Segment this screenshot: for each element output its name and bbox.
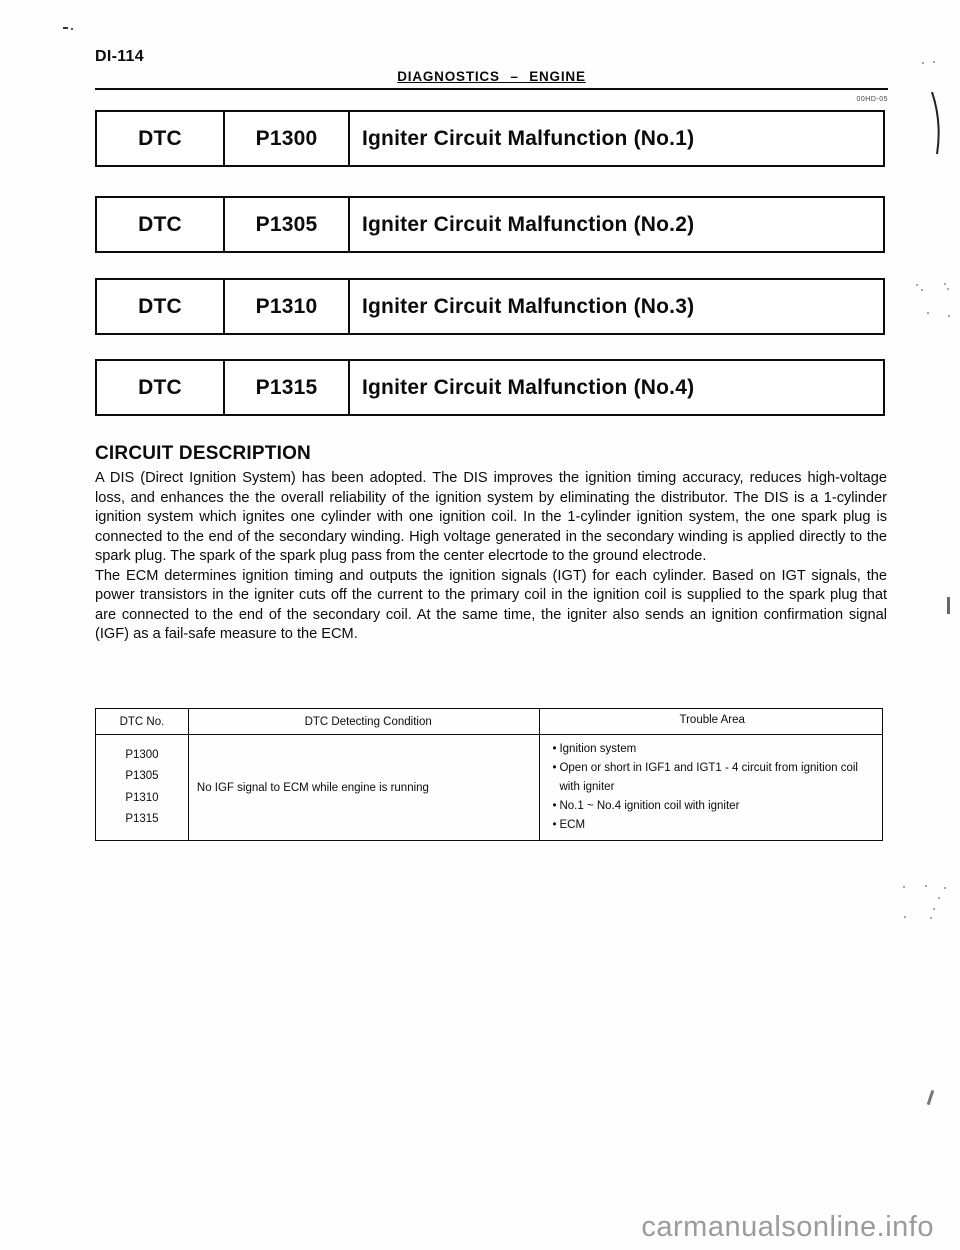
scan-artifact-speck <box>933 908 935 910</box>
watermark: carmanualsonline.info <box>641 1211 934 1243</box>
dtc-title: Igniter Circuit Malfunction (No.1) <box>362 126 695 150</box>
trouble-area-item: • No.1 ~ No.4 ignition coil with igniter <box>548 797 876 816</box>
dtc-code: P1305 <box>225 198 350 251</box>
scan-artifact-speck <box>922 62 924 64</box>
table-row <box>96 735 883 841</box>
dtc-banner-p1310 <box>95 278 885 335</box>
circuit-description-heading: CIRCUIT DESCRIPTION <box>95 443 311 464</box>
dtc-code: P1310 <box>225 280 350 333</box>
page-number: DI-114 <box>95 48 144 65</box>
dtc-number: P1300 <box>125 748 159 761</box>
scan-artifact-tick <box>947 597 950 614</box>
trouble-area-item: • ECM <box>548 816 876 835</box>
scan-artifact-speck <box>938 897 940 899</box>
scan-artifact-speck <box>948 315 950 317</box>
header-rule <box>95 68 888 90</box>
scan-artifact-speck <box>944 283 946 285</box>
dtc-title: Igniter Circuit Malfunction (No.2) <box>362 212 695 236</box>
document-code: 00HD-05 <box>856 96 888 103</box>
dtc-banner-p1305 <box>95 196 885 253</box>
circuit-description-paragraph: The ECM determines ignition timing and outputs the ignition signals (IGT) for each cylinder. Based on IGT signals, the power transistors in the igniter cuts off the current to the primary coil in the ignition coil is supplied to the spark plug that are connected to the end of the secondary coil. At the same time, the igniter also sends an ignition confirmation signal (IGF) as a fail-safe measure to the ECM. <box>95 567 887 642</box>
dtc-banner-p1315 <box>95 359 885 416</box>
dtc-number: P1315 <box>125 813 159 825</box>
dtc-number: P1310 <box>125 791 159 804</box>
scan-artifact-curve <box>926 92 944 154</box>
column-header-detecting-condition: DTC Detecting Condition <box>188 709 540 735</box>
scan-artifact-speck <box>916 284 918 286</box>
dtc-label: DTC <box>97 198 225 251</box>
dtc-title: Igniter Circuit Malfunction (No.4) <box>362 375 695 399</box>
scan-artifact-speck <box>947 288 949 290</box>
dtc-code: P1315 <box>225 361 350 414</box>
header-title: DIAGNOSTICS – ENGINE <box>397 69 586 84</box>
dtc-detail-table <box>95 708 883 841</box>
dtc-label: DTC <box>97 112 225 165</box>
table-header-row <box>96 709 883 735</box>
dtc-title: Igniter Circuit Malfunction (No.3) <box>362 294 695 318</box>
scan-artifact-speck <box>904 916 906 918</box>
dtc-label: DTC <box>97 361 225 414</box>
column-header-dtc-no: DTC No. <box>96 709 189 735</box>
dtc-label: DTC <box>97 280 225 333</box>
trouble-area-item: • Open or short in IGF1 and IGT1 - 4 circuit from ignition coil with igniter <box>548 759 876 797</box>
scan-artifact-speck <box>927 312 929 314</box>
dtc-number: P1305 <box>125 770 159 782</box>
scan-artifact-speck <box>930 917 932 919</box>
scan-artifact-slash <box>927 1090 934 1105</box>
dtc-code: P1300 <box>225 112 350 165</box>
scan-artifact-speck <box>933 61 935 63</box>
column-header-trouble-area: Trouble Area <box>540 709 883 735</box>
scan-artifact-dash-dot <box>63 27 68 29</box>
scan-artifact-speck <box>925 885 927 887</box>
trouble-area-cell <box>540 735 883 841</box>
trouble-area-item: • Ignition system <box>548 740 876 759</box>
scan-artifact-speck <box>903 886 905 888</box>
circuit-description-body <box>95 469 887 645</box>
circuit-description-paragraph: A DIS (Direct Ignition System) has been adopted. The DIS improves the ignition timing accuracy, reduces high-voltage loss, and enhances the the overall reliability of the ignition system by eliminating the distributor. The DIS is a 1-cylinder ignition system which ignites one cylinder with one ignition coil. In the 1-cylinder ignition system, the one spark plug is connected to the end of the secondary winding. High voltage generated in the secondary winding is applied directly to the spark plug. The spark of the spark plug pass from the center elecrtode to the ground electrode. <box>95 470 887 564</box>
dtc-banner-p1300 <box>95 110 885 167</box>
dtc-numbers-cell <box>96 735 189 841</box>
scan-artifact-speck <box>921 289 923 291</box>
detecting-condition-cell: No IGF signal to ECM while engine is running <box>188 735 540 841</box>
scan-artifact-speck <box>944 887 946 889</box>
